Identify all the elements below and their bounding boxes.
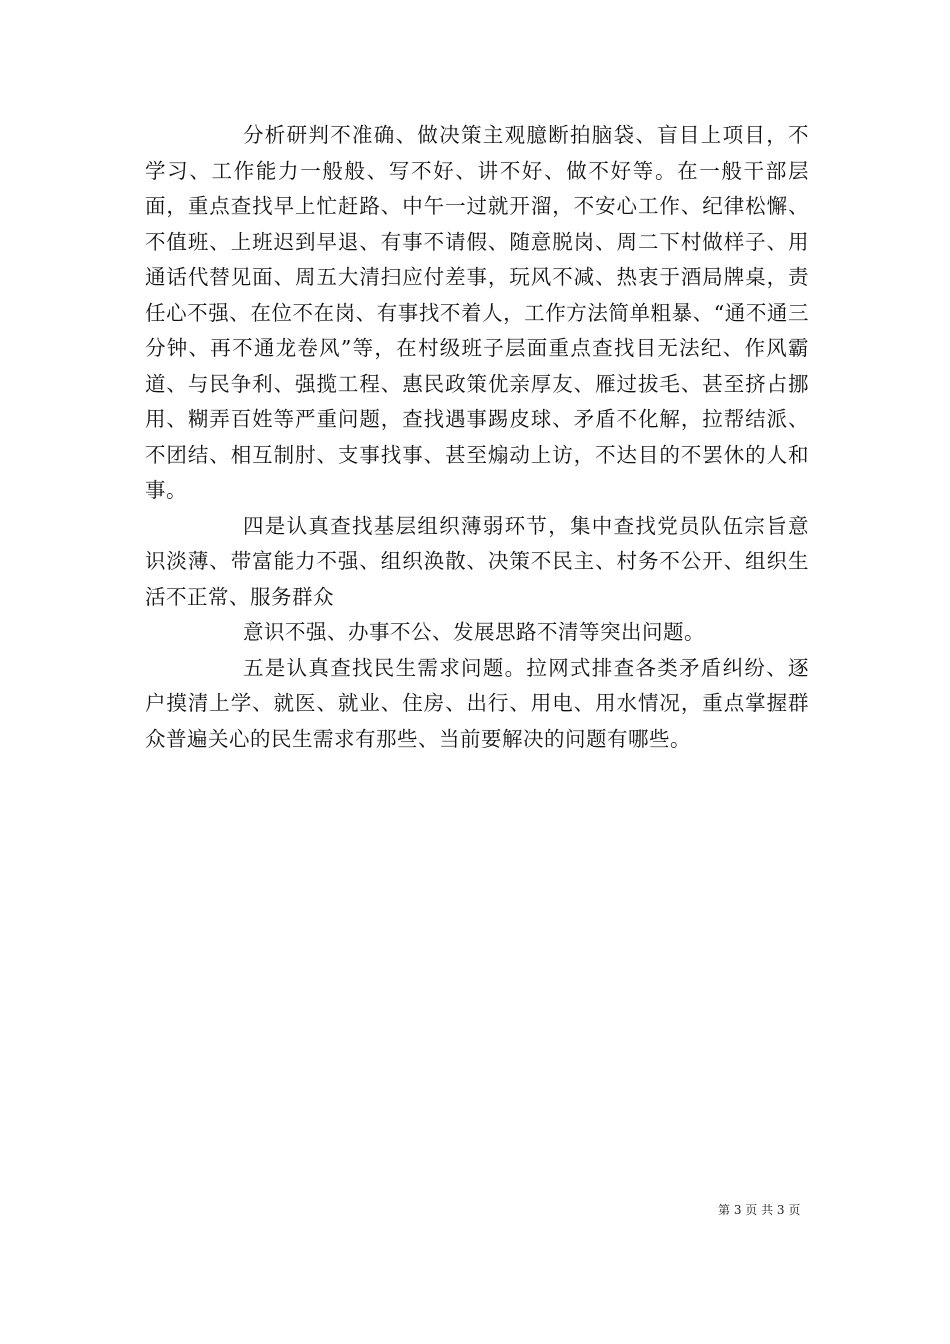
paragraph-livelihood-needs: 五是认真查找民生需求问题。拉网式排查各类矛盾纠纷、逐户摸清上学、就医、就业、住房、出行、用电、用水情况，重点掌握群众普遍关心的民生需求有那些、当前要解决的问题有哪些。 [145, 655, 809, 751]
paragraph-grassroots-weakness: 四是认真查找基层组织薄弱环节，集中查找党员队伍宗旨意识淡薄、带富能力不强、组织涣散、决策不民主、村务不公开、组织生活不正常、服务群众 [145, 513, 809, 609]
document-body [145, 118, 809, 757]
page-number-footer: 第 3 页 共 3 页 [718, 1203, 801, 1217]
paragraph-analysis: 分析研判不准确、做决策主观臆断拍脑袋、盲目上项目，不学习、工作能力一般般、写不好、讲不好、做不好等。在一般干部层面，重点查找早上忙赶路、中午一过就开溜，不安心工作、纪律松懈、不值班、上班迟到早退、有事不请假、随意脱岗、周二下村做样子、用通话代替见面、周五大清扫应付差事，玩风不减、热衷于酒局牌桌，责任心不强、在位不在岗、有事找不着人，工作方法简单粗暴、“通不通三分钟、再不通龙卷风”等，在村级班子层面重点查找目无法纪、作风霸道、与民争利、强揽工程、惠民政策优亲厚友、雁过拔毛、甚至挤占挪用、糊弄百姓等严重问题，查找遇事踢皮球、矛盾不化解，拉帮结派、不团结、相互制肘、支事找事、甚至煽动上访，不达目的不罢休的人和事。 [145, 123, 809, 502]
paragraph-grassroots-continued: 意识不强、办事不公、发展思路不清等突出问题。 [243, 620, 705, 644]
